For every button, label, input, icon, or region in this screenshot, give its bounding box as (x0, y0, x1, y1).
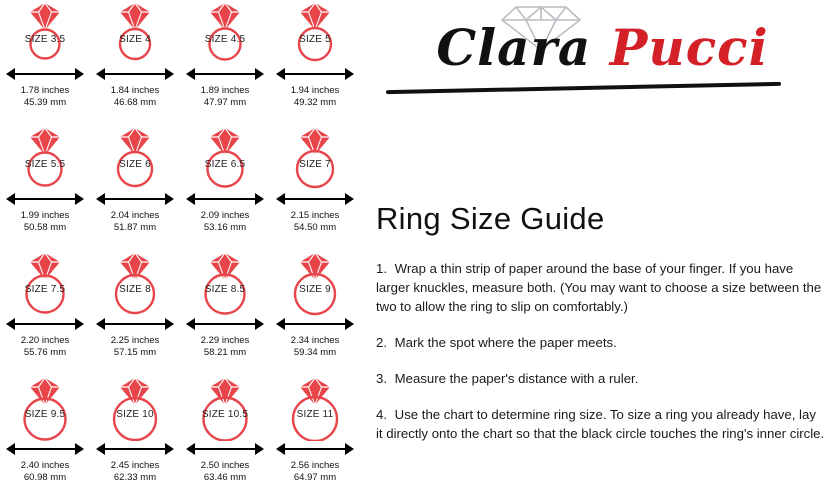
guide-step (376, 259, 826, 316)
ring-diameter-inches: 2.56 inches (290, 460, 340, 471)
ring-size-label: SIZE 8 (119, 284, 151, 295)
ring-dimensions (270, 210, 360, 234)
arrow-line (104, 323, 166, 325)
ring-illustration (90, 375, 180, 441)
arrow-right-icon (345, 443, 354, 455)
ring-illustration (180, 250, 270, 316)
ring-size-cell[interactable] (180, 125, 270, 250)
arrow-right-icon (165, 193, 174, 205)
ring-circumference-mm: 62.33 mm (113, 472, 157, 483)
arrow-right-icon (345, 318, 354, 330)
ring-dimensions (0, 460, 90, 484)
arrow-line (284, 448, 346, 450)
guide-step-text: Use the chart to determine ring size. To size a ring you already have, lay it directly onto the chart so that the black circle touches the ring's inner circle. (376, 407, 825, 441)
arrow-line (194, 323, 256, 325)
ring-illustration (270, 375, 360, 441)
diameter-arrow (0, 66, 90, 82)
guide-step-number: 2. (376, 335, 387, 350)
ring-size-cell[interactable] (270, 250, 360, 375)
ring-circumference-mm: 57.15 mm (113, 347, 157, 358)
guide-step-text: Wrap a thin strip of paper around the base of your finger. If you have larger knuckles, measure both. (You may want to choose a size between the two to allow the ring to slip on comfortably.) (376, 261, 822, 314)
diameter-arrow (90, 66, 180, 82)
ring-dimensions (90, 210, 180, 234)
ring-diameter-inches: 1.84 inches (110, 85, 160, 96)
diameter-arrow (270, 441, 360, 457)
ring-size-label: SIZE 6.5 (204, 159, 246, 170)
diameter-arrow (270, 191, 360, 207)
arrow-line (14, 323, 76, 325)
ring-dimensions (0, 210, 90, 234)
ring-illustration (0, 250, 90, 316)
ring-illustration (0, 0, 90, 66)
diameter-arrow (180, 191, 270, 207)
arrow-right-icon (255, 318, 264, 330)
ring-size-label: SIZE 11 (296, 409, 334, 420)
ring-illustration (270, 0, 360, 66)
guide-step (376, 369, 826, 388)
arrow-line (14, 73, 76, 75)
ring-circumference-mm: 45.39 mm (23, 97, 67, 108)
arrow-right-icon (255, 193, 264, 205)
diameter-arrow (180, 441, 270, 457)
brand-name-second: Pucci (609, 18, 769, 77)
diameter-arrow (90, 316, 180, 332)
ring-size-label: SIZE 3.5 (24, 34, 66, 45)
ring-size-cell[interactable] (0, 375, 90, 500)
ring-size-cell[interactable] (270, 0, 360, 125)
ring-size-label: SIZE 7 (299, 159, 331, 170)
arrow-right-icon (345, 68, 354, 80)
ring-size-grid (0, 0, 360, 501)
ring-size-label: SIZE 10.5 (201, 409, 249, 420)
ring-size-cell[interactable] (180, 375, 270, 500)
diameter-arrow (180, 316, 270, 332)
brand-logo (366, 0, 839, 115)
arrow-right-icon (75, 443, 84, 455)
ring-size-cell[interactable] (270, 125, 360, 250)
ring-size-label: SIZE 10 (116, 409, 154, 420)
arrow-right-icon (75, 68, 84, 80)
guide-step-number: 1. (376, 261, 387, 276)
ring-illustration (180, 125, 270, 191)
diameter-arrow (0, 191, 90, 207)
diameter-arrow (90, 441, 180, 457)
arrow-line (14, 448, 76, 450)
guide-step (376, 405, 826, 443)
ring-size-cell[interactable] (180, 250, 270, 375)
ring-size-cell[interactable] (0, 125, 90, 250)
ring-illustration (180, 0, 270, 66)
ring-circumference-mm: 63.46 mm (203, 472, 247, 483)
arrow-right-icon (75, 318, 84, 330)
ring-dimensions (270, 335, 360, 359)
ring-diameter-inches: 2.50 inches (200, 460, 250, 471)
ring-dimensions (0, 335, 90, 359)
ring-circumference-mm: 54.50 mm (293, 222, 337, 233)
ring-illustration (90, 250, 180, 316)
ring-illustration (90, 0, 180, 66)
ring-size-label: SIZE 8.5 (204, 284, 246, 295)
ring-dimensions (90, 460, 180, 484)
ring-size-cell[interactable] (90, 375, 180, 500)
ring-size-cell[interactable] (180, 0, 270, 125)
arrow-line (194, 448, 256, 450)
ring-diameter-inches: 1.99 inches (20, 210, 70, 221)
guide-step-number: 4. (376, 407, 387, 422)
guide-step-text: Measure the paper's distance with a ruler. (394, 371, 639, 386)
guide-steps-list (376, 259, 826, 443)
right-panel (366, 0, 839, 501)
ring-diameter-inches: 1.78 inches (20, 85, 70, 96)
diameter-arrow (270, 316, 360, 332)
ring-diameter-inches: 2.25 inches (110, 335, 160, 346)
ring-illustration (270, 125, 360, 191)
ring-circumference-mm: 51.87 mm (113, 222, 157, 233)
guide-step-text: Mark the spot where the paper meets. (394, 335, 617, 350)
ring-circumference-mm: 49.32 mm (293, 97, 337, 108)
ring-diameter-inches: 2.15 inches (290, 210, 340, 221)
ring-diameter-inches: 2.20 inches (20, 335, 70, 346)
ring-size-label: SIZE 5 (299, 34, 331, 45)
ring-circumference-mm: 55.76 mm (23, 347, 67, 358)
ring-circumference-mm: 50.58 mm (23, 222, 67, 233)
arrow-right-icon (165, 318, 174, 330)
ring-diameter-inches: 2.04 inches (110, 210, 160, 221)
guide-step-number: 3. (376, 371, 387, 386)
ring-illustration (0, 125, 90, 191)
ring-diameter-inches: 2.34 inches (290, 335, 340, 346)
ring-size-label: SIZE 9 (299, 284, 331, 295)
arrow-right-icon (345, 193, 354, 205)
arrow-line (104, 448, 166, 450)
arrow-line (194, 198, 256, 200)
ring-illustration (0, 375, 90, 441)
ring-diameter-inches: 2.29 inches (200, 335, 250, 346)
ring-dimensions (0, 85, 90, 109)
diameter-arrow (270, 66, 360, 82)
arrow-right-icon (255, 68, 264, 80)
ring-size-label: SIZE 4.5 (204, 34, 246, 45)
ring-diameter-inches: 2.09 inches (200, 210, 250, 221)
arrow-line (14, 198, 76, 200)
ring-circumference-mm: 59.34 mm (293, 347, 337, 358)
brand-name-first: Clara (436, 18, 592, 77)
logo-underline (386, 82, 781, 94)
ring-dimensions (90, 85, 180, 109)
arrow-right-icon (165, 68, 174, 80)
ring-diameter-inches: 1.89 inches (200, 85, 250, 96)
ring-circumference-mm: 60.98 mm (23, 472, 67, 483)
arrow-right-icon (75, 193, 84, 205)
ring-illustration (180, 375, 270, 441)
ring-circumference-mm: 58.21 mm (203, 347, 247, 358)
diameter-arrow (0, 441, 90, 457)
ring-illustration (90, 125, 180, 191)
arrow-line (284, 73, 346, 75)
ring-size-cell[interactable] (90, 125, 180, 250)
guide-step (376, 333, 826, 352)
ring-diameter-inches: 2.45 inches (110, 460, 160, 471)
ring-dimensions (180, 210, 270, 234)
ring-size-label: SIZE 5.5 (24, 159, 66, 170)
ring-size-cell[interactable] (90, 250, 180, 375)
ring-size-cell[interactable] (270, 375, 360, 500)
ring-circumference-mm: 47.97 mm (203, 97, 247, 108)
ring-dimensions (90, 335, 180, 359)
ring-circumference-mm: 64.97 mm (293, 472, 337, 483)
ring-size-label: SIZE 4 (119, 34, 151, 45)
page-title: Ring Size Guide (376, 201, 605, 236)
diameter-arrow (180, 66, 270, 82)
arrow-line (284, 198, 346, 200)
ring-dimensions (180, 460, 270, 484)
ring-size-label: SIZE 6 (119, 159, 151, 170)
ring-illustration (270, 250, 360, 316)
ring-size-cell[interactable] (90, 0, 180, 125)
ring-size-label: SIZE 7.5 (24, 284, 66, 295)
ring-diameter-inches: 2.40 inches (20, 460, 70, 471)
ring-diameter-inches: 1.94 inches (290, 85, 340, 96)
arrow-right-icon (255, 443, 264, 455)
ring-size-label: SIZE 9.5 (24, 409, 66, 420)
arrow-line (194, 73, 256, 75)
arrow-line (104, 73, 166, 75)
arrow-line (284, 323, 346, 325)
ring-dimensions (270, 460, 360, 484)
ring-circumference-mm: 46.68 mm (113, 97, 157, 108)
diameter-arrow (0, 316, 90, 332)
ring-dimensions (180, 85, 270, 109)
ring-size-cell[interactable] (0, 250, 90, 375)
ring-size-cell[interactable] (0, 0, 90, 125)
diameter-arrow (90, 191, 180, 207)
ring-dimensions (180, 335, 270, 359)
brand-name (366, 18, 839, 77)
arrow-right-icon (165, 443, 174, 455)
ring-circumference-mm: 53.16 mm (203, 222, 247, 233)
ring-dimensions (270, 85, 360, 109)
arrow-line (104, 198, 166, 200)
